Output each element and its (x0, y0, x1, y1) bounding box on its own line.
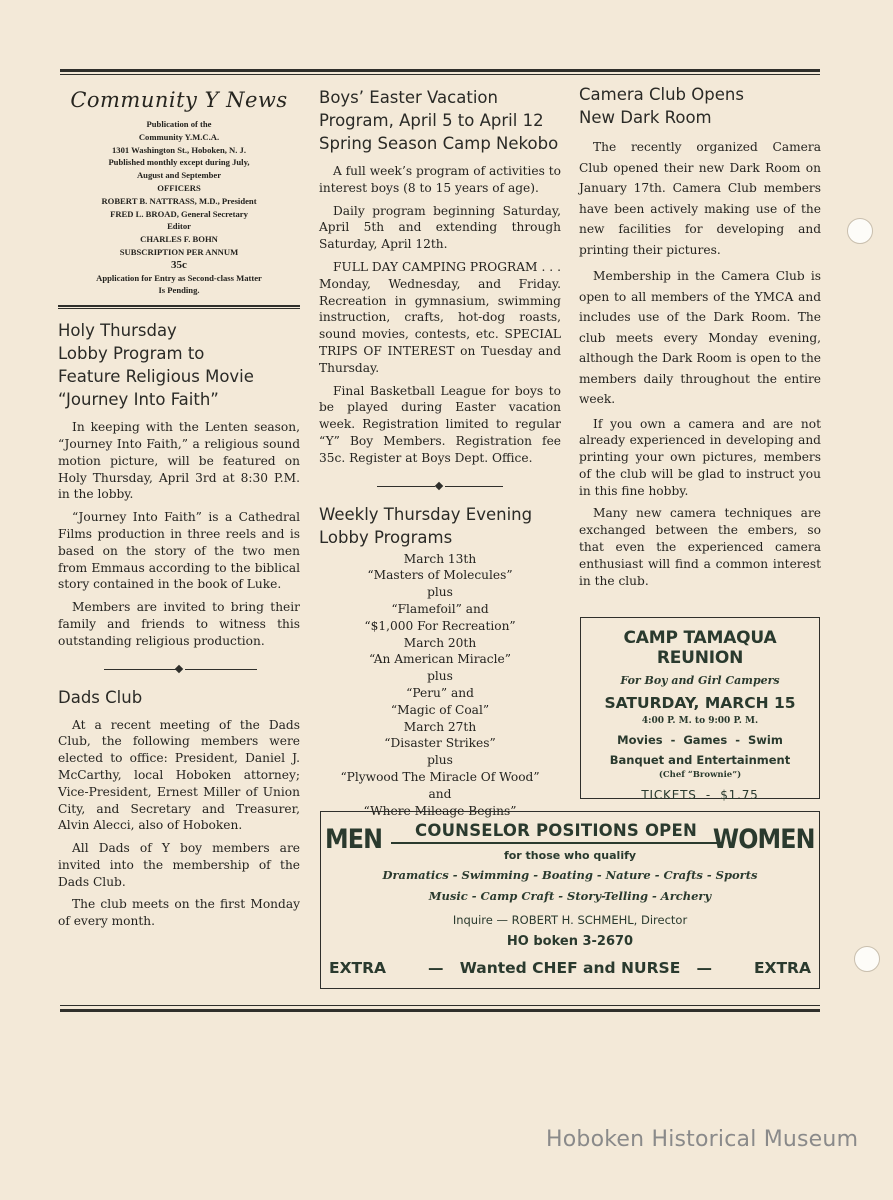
program-line: “Where Mileage Begins” (363, 803, 517, 818)
extra-right: EXTRA (753, 959, 811, 977)
program-line: “Masters of Molecules” (367, 568, 513, 583)
women-label: WOMEN (713, 824, 815, 855)
easter-headline (319, 86, 561, 155)
ornament-divider (319, 479, 561, 495)
ad-activities: Movies - Games - Swim (617, 733, 783, 747)
program-line: “An American Miracle” (369, 652, 511, 667)
masthead-title: Community Y News (70, 88, 288, 112)
ad-chef: (Chef “Brownie”) (658, 770, 742, 780)
headline-line: Boys’ Easter Vacation (319, 88, 498, 107)
ornament-divider (58, 662, 300, 678)
masthead-line: OFFICERS (157, 182, 201, 193)
headline-line: “Journey Into Faith” (58, 390, 219, 410)
ad-title: CAMP TAMAQUA REUNION (623, 628, 777, 668)
article-paragraph: The recently organized Camera Club opened their new Dark Room on January 17th. Camera Club members have been actively making use of the new facilities for developing and printing their pictures. (579, 140, 821, 257)
masthead-line: Published monthly except during July, (108, 157, 250, 168)
weekly-headline (319, 503, 561, 549)
program-line: plus (427, 669, 453, 684)
ad-date: SATURDAY, MARCH 15 (604, 694, 796, 712)
article-paragraph: Daily program beginning Saturday, April 5th and extending through Saturday, April 12th. (319, 203, 561, 252)
article-paragraph: Membership in the Camera Club is open to all members of the YMCA and includes use of the Dark Room. The club meets every Monday evening, although the Dark Room is open to the members daily throughout the entire week. (579, 269, 821, 406)
punch-hole (854, 946, 880, 972)
top-rule (60, 69, 820, 72)
program-line: “$1,000 For Recreation” (364, 618, 516, 633)
wanted-text: — Wanted CHEF and NURSE — (428, 959, 712, 977)
punch-hole (847, 218, 873, 244)
ad-tickets: TICKETS - $1.75 (641, 788, 759, 802)
article-paragraph: At a recent meeting of the Dads Club, the following members were elected to office: President, Daniel J. McCarthy, local Hoboken attorney; Vice-President, Ernest Miller of Union City, and Secretary and Treasurer, Alvin Alecci, also of Hoboken. (58, 717, 300, 833)
ad-subtitle: For Boy and Girl Campers (620, 674, 780, 687)
masthead-line: Community Y.M.C.A. (138, 131, 220, 142)
masthead-line: Publication of the (146, 119, 212, 129)
headline-line: Program, April 5 to April 12 (319, 111, 544, 130)
counselor-activities: Music - Camp Craft - Story-Telling - Archery (428, 889, 712, 903)
masthead-line: SUBSCRIPTION PER ANNUM (119, 246, 239, 257)
article-paragraph: If you own a camera and are not already experienced in developing and printing your own pictures, members of the club will be glad to instruct you in this fine hobby. (579, 416, 821, 498)
weekly-program-list (319, 551, 561, 820)
museum-watermark: Hoboken Historical Museum (546, 1127, 859, 1152)
holy-thursday-headline (58, 319, 300, 411)
ad-time: 4:00 P. M. to 9:00 P. M. (641, 716, 759, 726)
article-paragraph: Final Basketball League for boys to be played during Easter vacation week. Registration limited to regular “Y” Boy Members. Registration fee 35c. Register at Boys Dept. Office. (319, 383, 561, 465)
masthead-line: FRED L. BROAD, General Secretary (110, 208, 248, 219)
article-paragraph: All Dads of Y boy members are invited into the membership of the Dads Club. (58, 841, 300, 889)
bottom-rule (60, 1009, 820, 1012)
top-rule-thin (60, 74, 820, 75)
counselor-activities: Dramatics - Swimming - Boating - Nature - Crafts - Sports (382, 868, 758, 882)
masthead-line: August and September (136, 170, 222, 181)
dads-club-headline: Dads Club (58, 687, 143, 707)
ad-banquet: Banquet and Entertainment (609, 753, 791, 767)
masthead-price: 35c (171, 258, 187, 271)
counselor-positions-ad (320, 811, 820, 989)
counselor-title: COUNSELOR POSITIONS OPEN (391, 821, 721, 844)
headline-line: Feature Religious Movie (58, 367, 254, 387)
counselor-inquire: Inquire — ROBERT H. SCHMEHL, Director (452, 913, 688, 927)
program-line: plus (427, 753, 453, 768)
column-left (58, 88, 300, 930)
column-right (579, 83, 821, 589)
article-paragraph: Members are invited to bring their family and friends to witness this outstanding religious production. (58, 600, 300, 648)
counselor-phone: HO boken 3-2670 (506, 934, 634, 949)
program-line: March 27th (403, 719, 477, 734)
program-line: “Magic of Coal” (390, 702, 490, 717)
headline-line: Spring Season Camp Nekobo (319, 134, 559, 153)
article-paragraph: Many new camera techniques are exchanged between the embers, so that even the experienced camera enthusiast will find a common interest in the club. (579, 506, 821, 588)
headline-line: Camera Club Opens (579, 85, 744, 104)
article-paragraph: A full week’s program of activities to interest boys (8 to 15 years of age). (319, 164, 562, 195)
program-line: “Peru” and (406, 685, 474, 700)
program-line: March 13th (403, 551, 477, 566)
masthead-line: Is Pending. (158, 285, 200, 296)
headline-line: Weekly Thursday Evening (319, 504, 533, 524)
extra-left: EXTRA (329, 959, 387, 977)
headline-line: Lobby Programs (319, 527, 453, 547)
program-line: and (428, 786, 452, 801)
bottom-rule-thin (60, 1005, 820, 1006)
program-line: March 20th (403, 635, 477, 650)
program-line: plus (427, 585, 453, 600)
masthead-line: 1301 Washington St., Hoboken, N. J. (111, 144, 247, 155)
headline-line: Lobby Program to (58, 344, 205, 364)
extra-row (329, 959, 811, 977)
headline-line: New Dark Room (579, 108, 712, 127)
section-divider (58, 305, 300, 309)
headline-line: Holy Thursday (58, 321, 177, 341)
article-paragraph: The club meets on the first Monday of every month. (58, 897, 300, 929)
program-line: “Flamefoil” and (391, 601, 489, 616)
program-line: “Plywood The Miracle Of Wood” (340, 769, 540, 784)
article-paragraph: FULL DAY CAMPING PROGRAM . . . Monday, Wednesday, and Friday. Recreation in gymnasium, swimming instruction, crafts, hot-dog roasts, sound movies, contests, etc. SPECIAL TRIPS OF INTEREST on Tuesday and Thursday. (319, 259, 561, 375)
masthead-line: Editor (167, 221, 191, 232)
article-paragraph: “Journey Into Faith” is a Cathedral Films production in three reels and is based on the story of the two men from Emmaus according to the biblical story contained in the book of Luke. (58, 510, 300, 592)
masthead-line: ROBERT B. NATTRASS, M.D., President (101, 195, 257, 206)
masthead-line: Application for Entry as Second-class Matter (96, 272, 262, 283)
masthead-info (58, 118, 300, 297)
camp-tamaqua-ad (580, 617, 820, 802)
masthead-line: CHARLES F. BOHN (140, 234, 218, 245)
camera-club-headline (579, 83, 821, 129)
program-line: “Disaster Strikes” (384, 736, 496, 751)
article-paragraph: In keeping with the Lenten season, “Journey Into Faith,” a religious sound motion picture, will be featured on Holy Thursday, April 3rd at 8:30 P.M. in the lobby. (58, 420, 300, 502)
column-middle (319, 86, 561, 819)
men-label: MEN (325, 824, 383, 855)
counselor-subtitle: for those who qualify (503, 849, 637, 862)
